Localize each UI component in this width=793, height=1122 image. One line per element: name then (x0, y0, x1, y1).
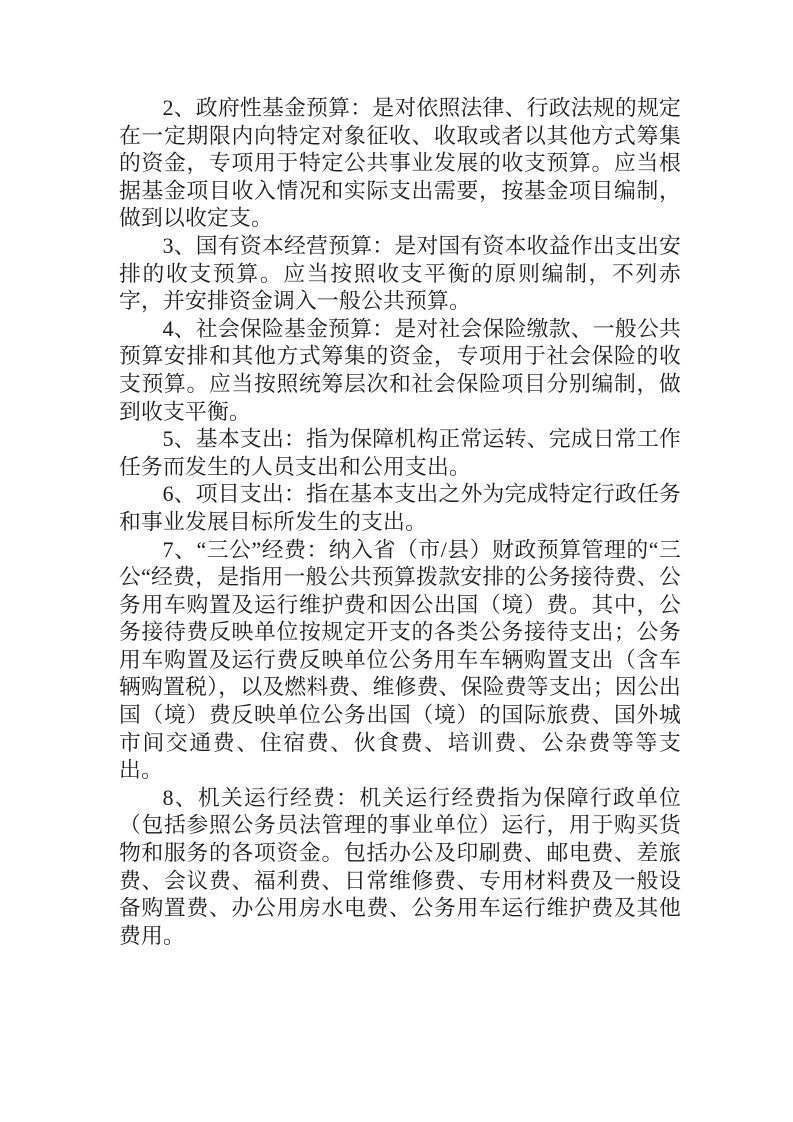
paragraph-state-capital-operating-budget: 3、国有资本经营预算：是对国有资本收益作出支出安排的收支预算。应当按照收支平衡的原则编制，不列赤字，并安排资金调入一般公共预算。 (119, 233, 681, 314)
paragraph-three-public-funds: 7、“三公”经费：纳入省（市/县）财政预算管理的“三公“经费，是指用一般公共预算拨款安排的公务接待费、公务用车购置及运行维护费和因公出国（境）费。其中，公务接待费反映单位按规定开支的各类公务接待支出；公务用车购置及运行费反映单位公务用车车辆购置支出（含车辆购置税），以及燃料费、维修费、保险费等支出；因公出国（境）费反映单位公务出国（境）的国际旅费、国外城市间交通费、住宿费、伙食费、培训费、公杂费等等支出。 (119, 537, 681, 783)
paragraph-agency-operating-funds: 8、机关运行经费：机关运行经费指为保障行政单位（包括参照公务员法管理的事业单位）运行，用于购买货物和服务的各项资金。包括办公及印刷费、邮电费、差旅费、会议费、福利费、日常维修费、专用材料费及一般设备购置费、办公用房水电费、公务用车运行维护费及其他费用。 (119, 785, 681, 948)
paragraph-government-fund-budget: 2、政府性基金预算：是对依照法律、行政法规的规定在一定期限内向特定对象征收、收取或者以其他方式筹集的资金，专项用于特定公共事业发展的收支预算。应当根据基金项目收入情况和实际支出需要，按基金项目编制，做到以收定支。 (119, 96, 681, 231)
paragraph-social-insurance-fund-budget: 4、社会保险基金预算：是对社会保险缴款、一般公共预算安排和其他方式筹集的资金，专项用于社会保险的收支预算。应当按照统筹层次和社会保险项目分别编制，做到收支平衡。 (119, 316, 681, 424)
document-body (119, 95, 681, 950)
paragraph-project-expenditure: 6、项目支出：指在基本支出之外为完成特定行政任务和事业发展目标所发生的支出。 (119, 482, 681, 534)
paragraph-basic-expenditure: 5、基本支出：指为保障机构正常运转、完成日常工作任务而发生的人员支出和公用支出。 (119, 427, 681, 479)
